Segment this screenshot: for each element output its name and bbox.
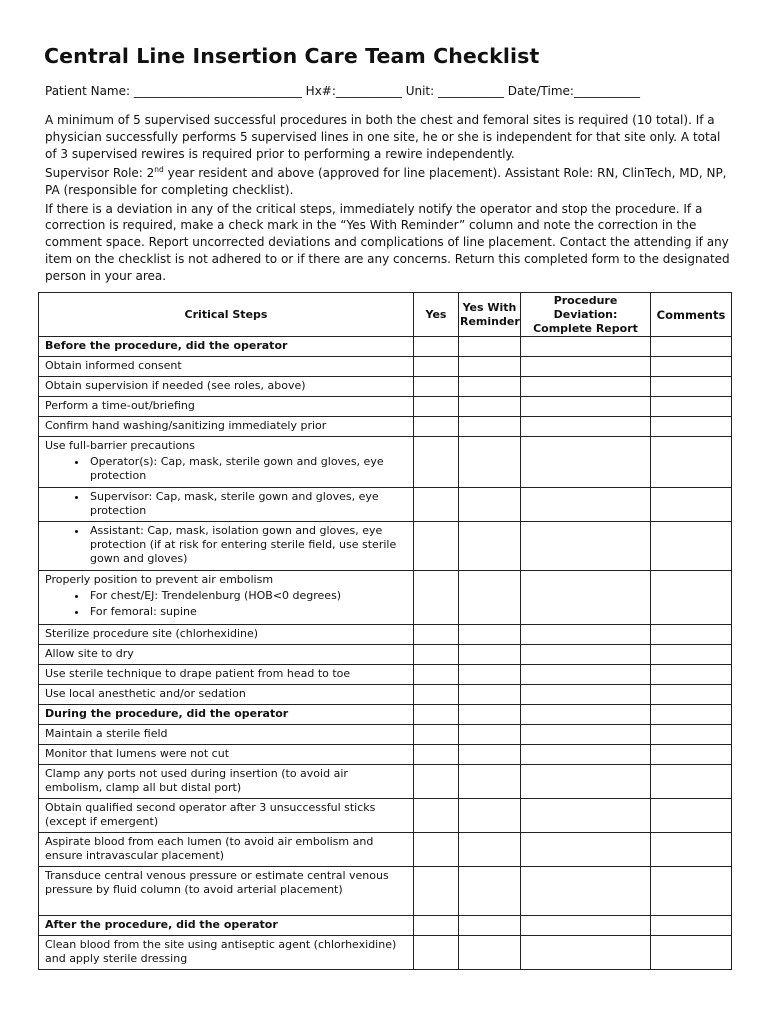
step-lumens: Monitor that lumens were not cut — [39, 745, 414, 765]
table-row — [39, 625, 732, 645]
comments-cell[interactable] — [651, 725, 732, 745]
yes-cell[interactable] — [414, 867, 459, 916]
step-sterilize: Sterilize procedure site (chlorhexidine) — [39, 625, 414, 645]
instructions — [45, 112, 735, 285]
step-barrier-label: Use full-barrier precautions — [45, 439, 195, 452]
step-handwash: Confirm hand washing/sanitizing immediately prior — [39, 417, 414, 437]
yes-with-reminder-cell[interactable] — [459, 725, 521, 745]
step-position — [39, 571, 414, 625]
deviation-cell[interactable] — [521, 488, 651, 522]
table-row — [39, 799, 732, 833]
yes-cell[interactable] — [414, 337, 459, 357]
step-position-label: Properly position to prevent air embolism — [45, 573, 274, 586]
comments-cell[interactable] — [651, 665, 732, 685]
step-second-operator: Obtain qualified second operator after 3 unsuccessful sticks (except if emergent) — [39, 799, 414, 833]
deviation-cell[interactable] — [521, 936, 651, 970]
step-barrier-assistant — [39, 522, 414, 571]
section-during-label: During the procedure, did the operator — [39, 705, 414, 725]
table-row — [39, 357, 732, 377]
barrier-assistant-item: • Assistant: Cap, mask, isolation gown and gloves, eye protection (if at risk for entering sterile field, use sterile gown and gloves) — [88, 524, 407, 566]
barrier-supervisor-item: • Supervisor: Cap, mask, sterile gown and gloves, eye protection — [88, 490, 407, 518]
header-yes: Yes — [414, 293, 459, 337]
step-aspirate: Aspirate blood from each lumen (to avoid air embolism and ensure intravascular placement) — [39, 833, 414, 867]
table-row — [39, 397, 732, 417]
section-row-after — [39, 916, 732, 936]
instructions-roles — [45, 165, 735, 199]
patient-info-line: Patient Name: ____________________________ Hx#:___________ Unit: ___________ Date/Time:___________ — [45, 84, 640, 98]
yes-cell[interactable] — [414, 437, 459, 488]
instructions-deviation: If there is a deviation in any of the critical steps, immediately notify the operator and stop the procedure. If a correction is required, make a check mark in the “Yes With Reminder” column and note the correction in the comment space. Report uncorrected deviations and complications of line placement. Contact the attending if any item on the checklist is not adhered to or if there are any concerns. Return this completed form to the designated person in your area. — [45, 201, 730, 284]
comments-cell[interactable] — [651, 571, 732, 625]
yes-with-reminder-cell[interactable] — [459, 867, 521, 916]
table-row — [39, 725, 732, 745]
deviation-cell[interactable] — [521, 725, 651, 745]
table-row — [39, 745, 732, 765]
yes-with-reminder-cell[interactable] — [459, 833, 521, 867]
comments-cell[interactable] — [651, 437, 732, 488]
yes-cell[interactable] — [414, 799, 459, 833]
step-supervision: Obtain supervision if needed (see roles, above) — [39, 377, 414, 397]
yes-cell[interactable] — [414, 571, 459, 625]
deviation-cell[interactable] — [521, 397, 651, 417]
yes-with-reminder-cell[interactable] — [459, 645, 521, 665]
yes-with-reminder-cell[interactable] — [459, 437, 521, 488]
deviation-cell[interactable] — [521, 833, 651, 867]
deviation-cell[interactable] — [521, 745, 651, 765]
table-row — [39, 936, 732, 970]
roles-prefix: Supervisor Role: 2 — [45, 165, 155, 180]
deviation-cell[interactable] — [521, 685, 651, 705]
section-after-label: After the procedure, did the operator — [39, 916, 414, 936]
position-chest-item: • For chest/EJ: Trendelenburg (HOB<0 degrees) — [88, 589, 407, 603]
yes-with-reminder-cell[interactable] — [459, 522, 521, 571]
deviation-cell[interactable] — [521, 705, 651, 725]
yes-cell[interactable] — [414, 916, 459, 936]
comments-cell[interactable] — [651, 745, 732, 765]
deviation-cell[interactable] — [521, 417, 651, 437]
deviation-cell[interactable] — [521, 357, 651, 377]
table-row — [39, 665, 732, 685]
position-femoral-item: • For femoral: supine — [88, 605, 407, 619]
comments-cell[interactable] — [651, 337, 732, 357]
section-row-during — [39, 705, 732, 725]
yes-with-reminder-cell[interactable] — [459, 337, 521, 357]
yes-with-reminder-cell[interactable] — [459, 665, 521, 685]
header-procedure-deviation: Procedure Deviation: Complete Report — [521, 293, 651, 337]
table-row — [39, 571, 732, 625]
deviation-cell[interactable] — [521, 799, 651, 833]
table-row — [39, 833, 732, 867]
yes-cell[interactable] — [414, 488, 459, 522]
yes-with-reminder-cell[interactable] — [459, 685, 521, 705]
deviation-cell[interactable] — [521, 867, 651, 916]
comments-cell[interactable] — [651, 377, 732, 397]
deviation-cell[interactable] — [521, 571, 651, 625]
yes-cell[interactable] — [414, 397, 459, 417]
step-clean: Clean blood from the site using antiseptic agent (chlorhexidine) and apply sterile dressing — [39, 936, 414, 970]
yes-cell[interactable] — [414, 833, 459, 867]
step-barrier-supervisor — [39, 488, 414, 522]
deviation-cell[interactable] — [521, 522, 651, 571]
yes-cell[interactable] — [414, 377, 459, 397]
comments-cell[interactable] — [651, 936, 732, 970]
table-row — [39, 488, 732, 522]
yes-with-reminder-cell[interactable] — [459, 377, 521, 397]
comments-cell[interactable] — [651, 916, 732, 936]
table-row — [39, 522, 732, 571]
yes-with-reminder-cell[interactable] — [459, 916, 521, 936]
comments-cell[interactable] — [651, 522, 732, 571]
yes-cell[interactable] — [414, 357, 459, 377]
comments-cell[interactable] — [651, 685, 732, 705]
comments-cell[interactable] — [651, 705, 732, 725]
roles-rest: year resident and above (approved for line placement). Assistant Role: RN, ClinTech, MD, NP, PA (responsible for completing checklist). — [45, 165, 727, 197]
yes-cell[interactable] — [414, 765, 459, 799]
yes-with-reminder-cell[interactable] — [459, 799, 521, 833]
comments-cell[interactable] — [651, 625, 732, 645]
checklist-table — [38, 292, 732, 970]
yes-cell[interactable] — [414, 417, 459, 437]
yes-with-reminder-cell[interactable] — [459, 745, 521, 765]
yes-cell[interactable] — [414, 936, 459, 970]
comments-cell[interactable] — [651, 645, 732, 665]
yes-cell[interactable] — [414, 665, 459, 685]
yes-cell[interactable] — [414, 522, 459, 571]
yes-cell[interactable] — [414, 725, 459, 745]
comments-cell[interactable] — [651, 799, 732, 833]
deviation-cell[interactable] — [521, 377, 651, 397]
yes-with-reminder-cell[interactable] — [459, 397, 521, 417]
step-anesthetic: Use local anesthetic and/or sedation — [39, 685, 414, 705]
yes-cell[interactable] — [414, 745, 459, 765]
comments-cell[interactable] — [651, 488, 732, 522]
deviation-cell[interactable] — [521, 645, 651, 665]
step-clamp: Clamp any ports not used during insertion (to avoid air embolism, clamp all but distal port) — [39, 765, 414, 799]
yes-with-reminder-cell[interactable] — [459, 571, 521, 625]
table-row — [39, 867, 732, 916]
instructions-requirements: A minimum of 5 supervised successful procedures in both the chest and femoral sites is required (10 total). If a physician successfully performs 5 supervised lines in one site, he or she is independent for that site only. A total of 3 supervised rewires is required prior to performing a rewire independently. — [45, 113, 721, 161]
page-title: Central Line Insertion Care Team Checklist — [44, 44, 540, 68]
yes-cell[interactable] — [414, 685, 459, 705]
barrier-operator-item: • Operator(s): Cap, mask, sterile gown and gloves, eye protection — [88, 455, 407, 483]
yes-with-reminder-cell[interactable] — [459, 705, 521, 725]
deviation-cell[interactable] — [521, 665, 651, 685]
header-comments: Comments — [651, 293, 732, 337]
yes-cell[interactable] — [414, 705, 459, 725]
comments-cell[interactable] — [651, 833, 732, 867]
yes-with-reminder-cell[interactable] — [459, 765, 521, 799]
table-row — [39, 645, 732, 665]
table-row — [39, 765, 732, 799]
table-row — [39, 685, 732, 705]
header-critical-steps: Critical Steps — [39, 293, 414, 337]
comments-cell[interactable] — [651, 357, 732, 377]
table-header-row — [39, 293, 732, 337]
deviation-cell[interactable] — [521, 625, 651, 645]
yes-with-reminder-cell[interactable] — [459, 357, 521, 377]
deviation-cell[interactable] — [521, 437, 651, 488]
table-row — [39, 377, 732, 397]
table-row — [39, 437, 732, 488]
ordinal-suffix: nd — [154, 164, 164, 174]
step-sterile-field: Maintain a sterile field — [39, 725, 414, 745]
comments-cell[interactable] — [651, 765, 732, 799]
yes-with-reminder-cell[interactable] — [459, 936, 521, 970]
step-consent: Obtain informed consent — [39, 357, 414, 377]
step-barrier — [39, 437, 414, 488]
deviation-cell[interactable] — [521, 916, 651, 936]
yes-cell[interactable] — [414, 625, 459, 645]
header-yes-with-reminder: Yes With Reminder — [459, 293, 521, 337]
section-before-label: Before the procedure, did the operator — [39, 337, 414, 357]
deviation-cell[interactable] — [521, 337, 651, 357]
step-timeout: Perform a time-out/briefing — [39, 397, 414, 417]
comments-cell[interactable] — [651, 397, 732, 417]
yes-with-reminder-cell[interactable] — [459, 417, 521, 437]
comments-cell[interactable] — [651, 417, 732, 437]
step-transduce: Transduce central venous pressure or estimate central venous pressure by fluid column (to avoid arterial placement) — [39, 867, 414, 916]
deviation-cell[interactable] — [521, 765, 651, 799]
yes-cell[interactable] — [414, 645, 459, 665]
section-row-before — [39, 337, 732, 357]
yes-with-reminder-cell[interactable] — [459, 488, 521, 522]
step-drape: Use sterile technique to drape patient from head to toe — [39, 665, 414, 685]
step-dry: Allow site to dry — [39, 645, 414, 665]
table-row — [39, 417, 732, 437]
yes-with-reminder-cell[interactable] — [459, 625, 521, 645]
comments-cell[interactable] — [651, 867, 732, 916]
